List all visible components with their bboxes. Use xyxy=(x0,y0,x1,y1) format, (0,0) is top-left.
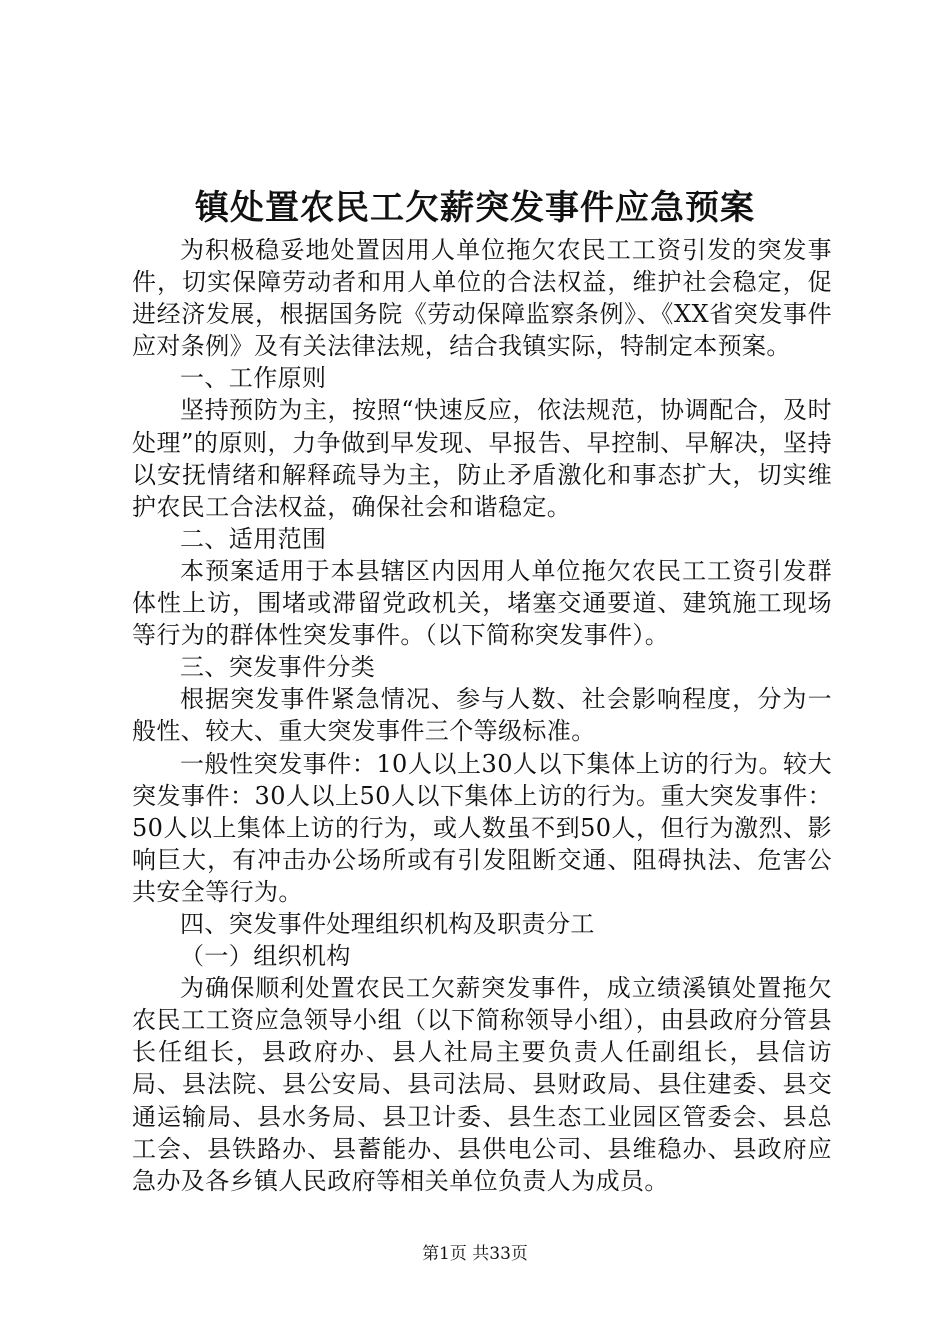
document-title: 镇处置农民工欠薪突发事件应急预案 xyxy=(195,188,755,228)
heading-principles: 一、工作原则 xyxy=(180,364,327,393)
page-footer: 第1页 共33页 xyxy=(422,1244,528,1264)
heading-scope: 二、适用范围 xyxy=(180,524,327,553)
heading-classification: 三、突发事件分类 xyxy=(180,653,376,682)
heading-organization: 四、突发事件处理组织机构及职责分工 xyxy=(180,909,595,938)
document-body xyxy=(132,234,832,1197)
paragraph-intro: 为积极稳妥地处置因用人单位拖欠农民工工资引发的突发事件，切实保障劳动者和用人单位的合法权益，维护社会稳定，促进经济发展，根据国务院《劳动保障监察条例》、《XX省突发事件应对条例》及有关法律法规，结合我镇实际，特制定本预案。 xyxy=(132,236,832,361)
paragraph-levels: 一般性突发事件：10人以上30人以下集体上访的行为。较大突发事件：30人以上50人以下集体上访的行为。重大突发事件：50人以上集体上访的行为，或人数虽不到50人，但行为激烈、影响巨大，有冲击办公场所或有引发阻断交通、阻碍执法、危害公共安全等行为。 xyxy=(132,749,832,906)
paragraph-principles: 坚持预防为主，按照“快速反应，依法规范，协调配合，及时处理”的原则，力争做到早发现、早报告、早控制、早解决，坚持以安抚情绪和解释疏导为主，防止矛盾激化和事态扩大，切实维护农民工合法权益，确保社会和谐稳定。 xyxy=(132,396,832,521)
paragraph-scope: 本预案适用于本县辖区内因用人单位拖欠农民工工资引发群体性上访，围堵或滞留党政机关，堵塞交通要道、建筑施工现场等行为的群体性突发事件。（以下简称突发事件）。 xyxy=(132,556,832,650)
paragraph-organization: 为确保顺利处置农民工欠薪突发事件，成立绩溪镇处置拖欠农民工工资应急领导小组（以下简称领导小组），由县政府分管县长任组长，县政府办、县人社局主要负责人任副组长，县信访局、县法院、县公安局、县司法局、县财政局、县住建委、县交通运输局、县水务局、县卫计委、县生态工业园区管委会、县总工会、县铁路办、县蓄能办、县供电公司、县维稳办、县政府应急办及各乡镇人民政府等相关单位负责人为成员。 xyxy=(132,974,832,1195)
paragraph-classification: 根据突发事件紧急情况、参与人数、社会影响程度，分为一般性、较大、重大突发事件三个等级标准。 xyxy=(132,685,832,746)
subheading-organization: （一）组织机构 xyxy=(180,942,351,971)
